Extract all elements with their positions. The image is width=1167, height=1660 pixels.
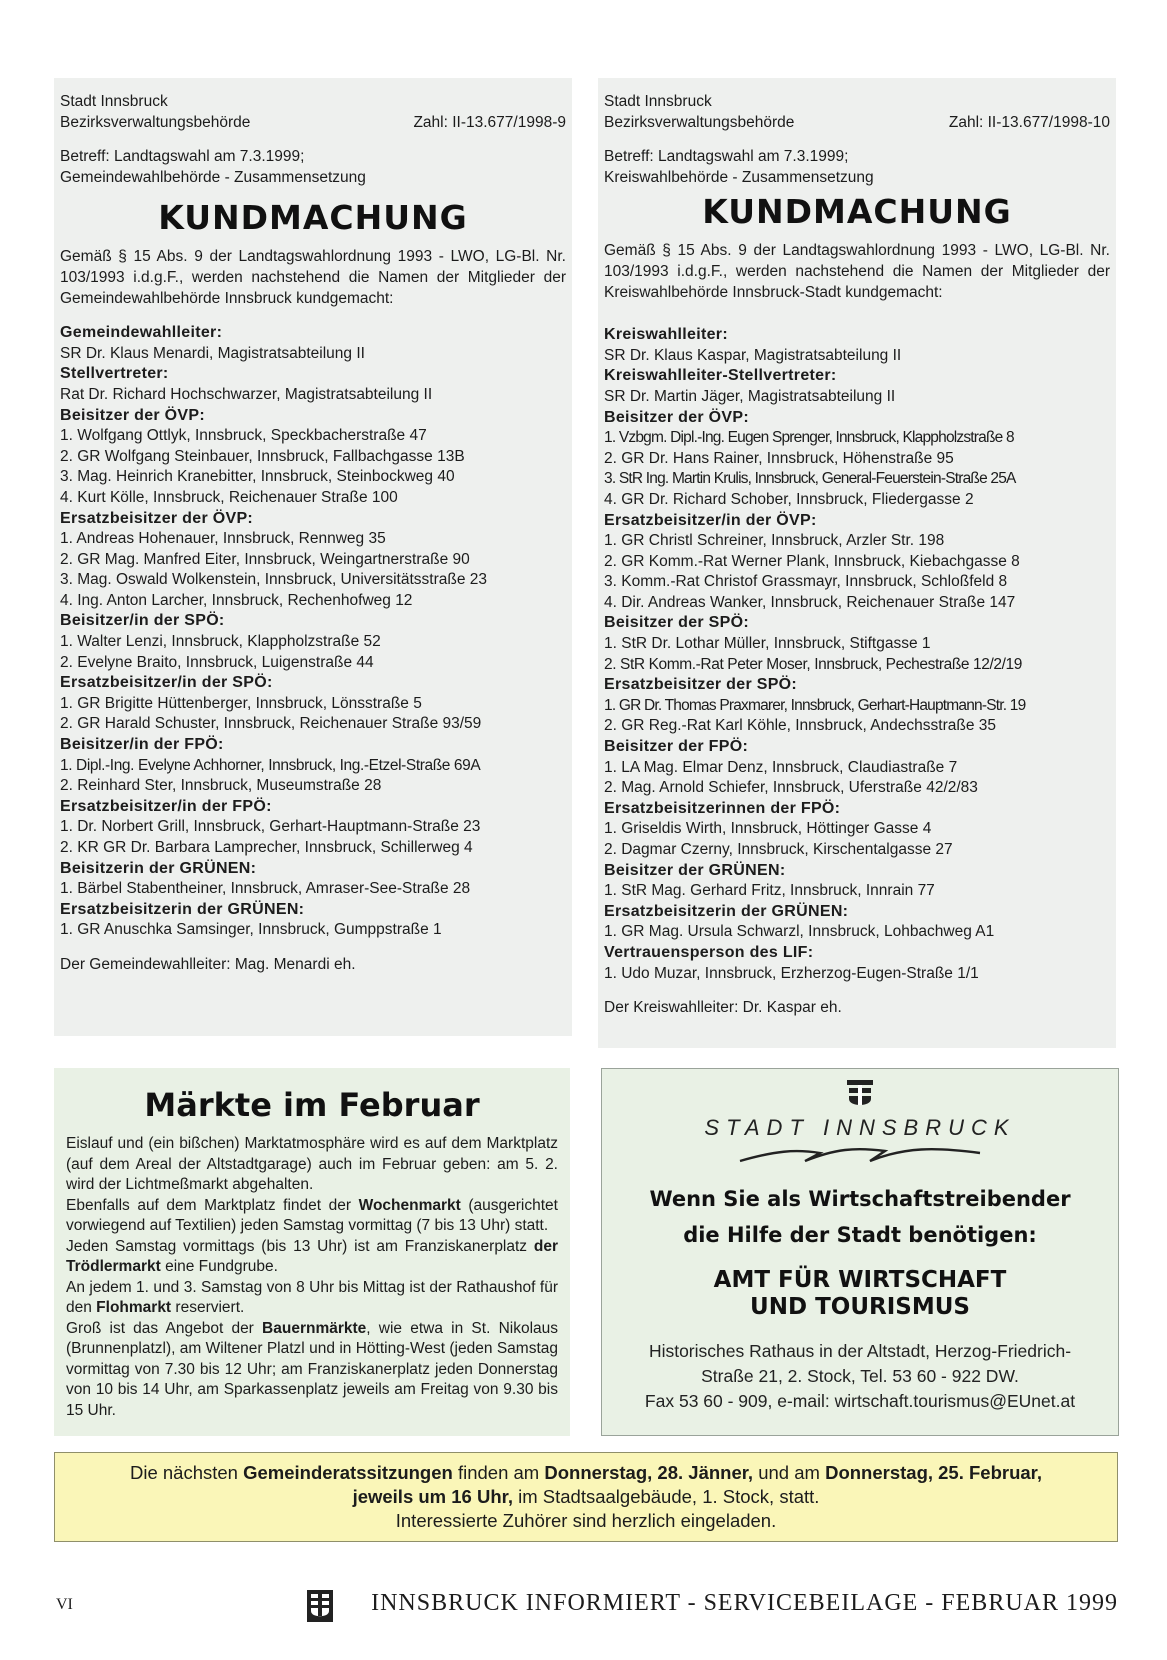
issuer-city: Stadt Innsbruck bbox=[604, 93, 712, 110]
market-name: Wochenmarkt bbox=[358, 1196, 461, 1214]
section-heading: Beisitzer der FPÖ: bbox=[604, 738, 749, 756]
section-heading: Ersatzbeisitzer der ÖVP: bbox=[60, 509, 254, 527]
ad-question: Wenn Sie als Wirtschaftstreibender bbox=[649, 1187, 1071, 1211]
subject-line: Kreiswahlbehörde - Zusammensetzung bbox=[604, 168, 874, 186]
city-ad-box bbox=[601, 1068, 1119, 1436]
text-run: und am bbox=[753, 1462, 826, 1483]
member-line: 1. GR Brigitte Hüttenberger, Innsbruck, Lönsstraße 5 bbox=[60, 694, 422, 712]
page-footer bbox=[54, 1588, 1118, 1628]
issuer-authority: Bezirksverwaltungsbehörde bbox=[60, 113, 251, 131]
member-line: 1. Bärbel Stabentheiner, Innsbruck, Amraser-See-Straße 28 bbox=[60, 880, 471, 898]
river-swoosh-icon bbox=[735, 1141, 985, 1167]
member-line: 1. GR Anuschka Samsinger, Innsbruck, Gumppstraße 1 bbox=[60, 921, 442, 939]
office-address: Historisches Rathaus in der Altstadt, Herzog-Friedrich- bbox=[648, 1341, 1072, 1361]
member-line: 1. StR Dr. Lothar Müller, Innsbruck, Stiftgasse 1 bbox=[604, 635, 931, 653]
markets-paragraph: Eislauf und (ein bißchen) Marktatmosphäre wird es auf dem Marktplatz (auf dem Areal der Altstadtgarage) auch im Februar geben: am 5. 2. wird der Lichtmeßmarkt abgehalten. bbox=[66, 1135, 558, 1193]
text-run: Groß ist das Angebot der bbox=[66, 1319, 263, 1337]
issuer-city: Stadt Innsbruck bbox=[60, 93, 168, 110]
text-run: finden am bbox=[452, 1462, 545, 1483]
emphasis: jeweils um 16 Uhr, bbox=[352, 1486, 513, 1507]
member-line: 1. Dipl.-Ing. Evelyne Achhorner, Innsbruck, Ing.-Etzel-Straße 69A bbox=[60, 756, 481, 774]
member-line: 2. Mag. Arnold Schiefer, Innsbruck, Uferstraße 42/2/83 bbox=[604, 779, 978, 797]
member-line: SR Dr. Klaus Kaspar, Magistratsabteilung II bbox=[604, 346, 902, 364]
ad-question: die Hilfe der Stadt benötigen: bbox=[683, 1223, 1037, 1247]
text-run: reserviert. bbox=[171, 1299, 245, 1316]
signature-line: Der Gemeindewahlleiter: Mag. Menardi eh. bbox=[60, 955, 356, 973]
member-line: 2. Evelyne Braito, Innsbruck, Luigenstraße 44 bbox=[60, 653, 374, 671]
member-line: Rat Dr. Richard Hochschwarzer, Magistratsabteilung II bbox=[60, 385, 433, 403]
member-line: 2. Reinhard Ster, Innsbruck, Museumstraße 28 bbox=[60, 777, 382, 795]
section-heading: Stellvertreter: bbox=[60, 365, 169, 383]
member-line: 1. Griseldis Wirth, Innsbruck, Höttinger Gasse 4 bbox=[604, 820, 932, 838]
subject-line: Gemeindewahlbehörde - Zusammensetzung bbox=[60, 168, 366, 186]
member-line: 3. Mag. Heinrich Kranebitter, Innsbruck, Steinbockweg 40 bbox=[60, 468, 455, 486]
council-line bbox=[55, 1461, 1117, 1485]
notice-intro: Gemäß § 15 Abs. 9 der Landtagswahlordnung 1993 - LWO, LG-Bl. Nr. 103/1993 i.d.g.F., werden nachstehend die Namen der Mitglieder der Kreiswahlbehörde Innsbruck-Stadt kundgemacht: bbox=[604, 242, 1110, 301]
member-line: 1. Andreas Hohenauer, Innsbruck, Rennweg 35 bbox=[60, 530, 386, 548]
section-heading: Ersatzbeisitzer/in der ÖVP: bbox=[604, 511, 817, 529]
office-address: Straße 21, 2. Stock, Tel. 53 60 - 922 DW. bbox=[701, 1366, 1019, 1386]
reference-number: Zahl: II-13.677/1998-10 bbox=[948, 113, 1110, 131]
text-run: Die nächsten bbox=[129, 1462, 244, 1483]
section-heading: Gemeindewahlleiter: bbox=[60, 324, 223, 342]
member-line: 2. Dagmar Czerny, Innsbruck, Kirschentalgasse 27 bbox=[604, 841, 953, 858]
section-heading: Ersatzbeisitzer/in der FPÖ: bbox=[60, 797, 272, 815]
text-run: im Stadtsaalgebäude, 1. Stock, statt. bbox=[512, 1486, 820, 1507]
markets-paragraph bbox=[66, 1319, 558, 1422]
member-line: 2. GR Harald Schuster, Innsbruck, Reichenauer Straße 93/59 bbox=[60, 715, 482, 733]
reference-number: Zahl: II-13.677/1998-9 bbox=[413, 113, 566, 131]
notice-title: KUNDMACHUNG bbox=[702, 192, 1012, 232]
markets-paragraph bbox=[66, 1278, 558, 1319]
member-line: SR Dr. Martin Jäger, Magistratsabteilung II bbox=[604, 387, 896, 405]
market-name: Flohmarkt bbox=[96, 1299, 172, 1316]
text-run: eine Fundgrube. bbox=[160, 1258, 278, 1275]
text-run: (ausgerichtet vorwiegend auf Textilien) jeden Samstag vormittag (7 bis 13 Uhr) statt. bbox=[66, 1196, 558, 1234]
member-line: 1. Vzbgm. Dipl.-Ing. Eugen Sprenger, Innsbruck, Klappholzstraße 8 bbox=[604, 429, 1014, 447]
city-brand-name: STADT INNSBRUCK bbox=[704, 1115, 1016, 1140]
markets-paragraph bbox=[66, 1237, 558, 1278]
emphasis: Gemeinderatssitzungen bbox=[243, 1462, 453, 1483]
section-heading: Beisitzer der ÖVP: bbox=[60, 406, 206, 424]
emphasis: Donnerstag, 25. Februar, bbox=[825, 1462, 1043, 1483]
text-run: , wie etwa in St. Nikolaus (Brunnenplatzl), am Wiltener Platzl und in Hötting-West (jeden Samstag vormittag von 7.30 bis 12 Uhr; am Franziskanerplatz jeden Donnerstag von 10 bis 14 Uhr, am Sparkassenplatz jeweils am Freitag von 9.30 bis 15 Uhr. bbox=[66, 1319, 559, 1419]
text-run: Ebenfalls auf dem Marktplatz findet der bbox=[66, 1196, 359, 1214]
city-crest-icon bbox=[305, 1588, 335, 1624]
markets-box bbox=[54, 1068, 570, 1436]
section-heading: Kreiswahlleiter-Stellvertreter: bbox=[604, 367, 837, 385]
city-crest-icon bbox=[843, 1077, 877, 1111]
text-run: An jedem 1. und 3. Samstag von 8 Uhr bis Mittag ist der Rathaushof für den bbox=[66, 1278, 558, 1316]
member-line: 3. Komm.-Rat Christof Grassmayr, Innsbruck, Schloßfeld 8 bbox=[604, 573, 1008, 591]
section-heading: Beisitzer/in der FPÖ: bbox=[60, 736, 224, 754]
member-line: 1. Dr. Norbert Grill, Innsbruck, Gerhart-Hauptmann-Straße 23 bbox=[60, 818, 481, 836]
member-line: 1. GR Dr. Thomas Praxmarer, Innsbruck, Gerhart-Hauptmann-Str. 19 bbox=[604, 696, 1026, 714]
notice-intro: Gemäß § 15 Abs. 9 der Landtagswahlordnung 1993 - LWO, LG-Bl. Nr. 103/1993 i.d.g.F., werden nachstehend die Namen der Mitglieder der Gemeindewahlbehörde Innsbruck kundgemacht: bbox=[60, 248, 566, 307]
member-line: 4. Dir. Andreas Wanker, Innsbruck, Reichenauer Straße 147 bbox=[604, 593, 1016, 611]
gemeindewahl-notice bbox=[54, 78, 572, 1036]
section-heading: Beisitzer der SPÖ: bbox=[604, 614, 750, 632]
member-line: 4. GR Dr. Richard Schober, Innsbruck, Fliedergasse 2 bbox=[604, 490, 974, 508]
market-name: der Trödlermarkt bbox=[66, 1237, 558, 1275]
office-name: AMT FÜR WIRTSCHAFT bbox=[713, 1267, 1007, 1293]
kreiswahl-notice bbox=[598, 78, 1116, 1048]
member-line: 3. Mag. Oswald Wolkenstein, Innsbruck, Universitätsstraße 23 bbox=[60, 571, 487, 589]
section-heading: Ersatzbeisitzerin der GRÜNEN: bbox=[604, 902, 849, 920]
subject-line: Betreff: Landtagswahl am 7.3.1999; bbox=[60, 148, 305, 166]
issuer-header bbox=[60, 113, 566, 134]
member-line: 3. StR Ing. Martin Krulis, Innsbruck, General-Feuerstein-Straße 25A bbox=[604, 470, 1016, 488]
office-name: UND TOURISMUS bbox=[750, 1294, 970, 1320]
section-heading: Beisitzer der GRÜNEN: bbox=[604, 861, 786, 879]
member-line: 2. KR GR Dr. Barbara Lamprecher, Innsbruck, Schillerweg 4 bbox=[60, 839, 473, 856]
page-number: VI bbox=[56, 1596, 73, 1613]
section-heading: Kreiswahlleiter: bbox=[604, 326, 728, 344]
section-heading: Vertrauensperson des LIF: bbox=[604, 943, 814, 961]
member-line: 1. LA Mag. Elmar Denz, Innsbruck, Claudiastraße 7 bbox=[604, 758, 958, 776]
markets-title: Märkte im Februar bbox=[144, 1086, 480, 1124]
issuer-authority: Bezirksverwaltungsbehörde bbox=[604, 113, 795, 131]
member-line: SR Dr. Klaus Menardi, Magistratsabteilung II bbox=[60, 344, 365, 362]
markets-paragraph bbox=[66, 1196, 558, 1237]
section-heading: Beisitzer/in der SPÖ: bbox=[60, 612, 225, 630]
issuer-header bbox=[604, 113, 1110, 134]
member-line: 1. Wolfgang Ottlyk, Innsbruck, Speckbacherstraße 47 bbox=[60, 427, 427, 445]
section-heading: Ersatzbeisitzer der SPÖ: bbox=[604, 676, 798, 694]
member-line: 2. GR Reg.-Rat Karl Köhle, Innsbruck, Andechsstraße 35 bbox=[604, 717, 996, 735]
member-line: 1. GR Christl Schreiner, Innsbruck, Arzler Str. 198 bbox=[604, 532, 945, 550]
member-line: 2. StR Komm.-Rat Peter Moser, Innsbruck, Pechestraße 12/2/19 bbox=[604, 655, 1022, 673]
member-line: 1. StR Mag. Gerhard Fritz, Innsbruck, Innrain 77 bbox=[604, 882, 935, 900]
member-line: 1. GR Mag. Ursula Schwarzl, Innsbruck, Lohbachweg A1 bbox=[604, 923, 995, 941]
member-line: 1. Walter Lenzi, Innsbruck, Klappholzstraße 52 bbox=[60, 633, 381, 651]
section-heading: Beisitzerin der GRÜNEN: bbox=[60, 859, 257, 877]
section-heading: Ersatzbeisitzer/in der SPÖ: bbox=[60, 674, 273, 692]
member-line: 2. GR Komm.-Rat Werner Plank, Innsbruck, Kiebachgasse 8 bbox=[604, 552, 1020, 570]
member-line: 4. Ing. Anton Larcher, Innsbruck, Rechenhofweg 12 bbox=[60, 591, 413, 609]
subject-line: Betreff: Landtagswahl am 7.3.1999; bbox=[604, 148, 849, 166]
office-contact: Fax 53 60 - 909, e-mail: wirtschaft.tourismus@EUnet.at bbox=[644, 1391, 1076, 1411]
member-line: 2. GR Dr. Hans Rainer, Innsbruck, Höhenstraße 95 bbox=[604, 449, 954, 467]
council-line: Interessierte Zuhörer sind herzlich eingeladen. bbox=[395, 1510, 777, 1531]
member-line: 4. Kurt Kölle, Innsbruck, Reichenauer Straße 100 bbox=[60, 488, 398, 506]
publication-title: INNSBRUCK INFORMIERT - SERVICEBEILAGE - FEBRUAR 1999 bbox=[371, 1590, 1118, 1616]
council-meeting-notice bbox=[54, 1452, 1118, 1542]
section-heading: Ersatzbeisitzerinnen der FPÖ: bbox=[604, 799, 841, 817]
signature-line: Der Kreiswahlleiter: Dr. Kaspar eh. bbox=[604, 999, 842, 1017]
market-name: Bauernmärkte bbox=[262, 1319, 367, 1337]
section-heading: Ersatzbeisitzerin der GRÜNEN: bbox=[60, 900, 305, 918]
notice-title: KUNDMACHUNG bbox=[158, 198, 468, 238]
member-line: 2. GR Wolfgang Steinbauer, Innsbruck, Fallbachgasse 13B bbox=[60, 447, 465, 465]
council-line bbox=[55, 1485, 1117, 1509]
emphasis: Donnerstag, 28. Jänner, bbox=[544, 1462, 754, 1483]
member-line: 2. GR Mag. Manfred Eiter, Innsbruck, Weingartnerstraße 90 bbox=[60, 550, 470, 568]
text-run: Jeden Samstag vormittags (bis 13 Uhr) ist am Franziskanerplatz bbox=[66, 1237, 534, 1255]
section-heading: Beisitzer der ÖVP: bbox=[604, 408, 750, 426]
member-line: 1. Udo Muzar, Innsbruck, Erzherzog-Eugen-Straße 1/1 bbox=[604, 964, 979, 982]
